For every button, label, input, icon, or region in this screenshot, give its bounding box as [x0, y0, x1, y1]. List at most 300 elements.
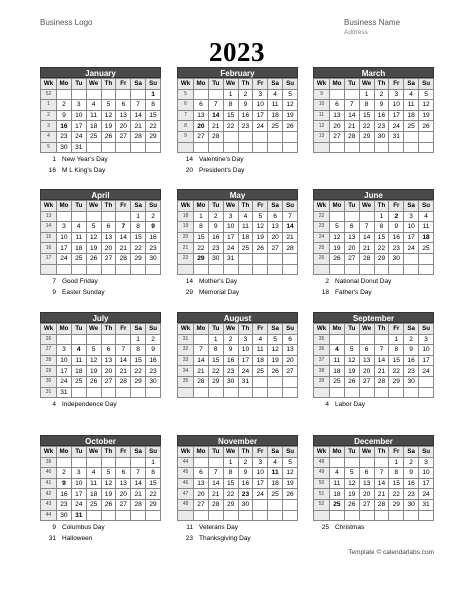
weekday-header: Fr — [253, 447, 268, 458]
day-cell: 5 — [283, 89, 298, 100]
month-table — [313, 446, 434, 521]
day-cell: 7 — [116, 222, 131, 233]
day-cell: 1 — [389, 334, 404, 345]
day-cell: 17 — [71, 489, 86, 500]
holiday-list — [42, 154, 172, 176]
day-cell: 18 — [86, 489, 101, 500]
week-number: 18 — [178, 211, 194, 222]
day-cell: 19 — [86, 243, 101, 254]
week-number: 15 — [41, 232, 57, 243]
weekday-header: Wk — [314, 324, 330, 335]
weekday-header: Th — [238, 201, 253, 212]
holiday-date: 14 — [185, 278, 193, 285]
day-cell: 2 — [238, 457, 253, 468]
day-cell — [419, 510, 434, 521]
day-cell: 8 — [223, 468, 238, 479]
day-cell — [283, 253, 298, 264]
day-cell — [57, 457, 72, 468]
holiday-item — [179, 154, 309, 165]
day-cell: 12 — [330, 232, 345, 243]
day-cell — [223, 131, 238, 142]
day-cell: 11 — [71, 232, 86, 243]
day-cell: 18 — [71, 243, 86, 254]
holiday-item — [179, 522, 309, 533]
day-cell: 8 — [194, 222, 209, 233]
week-row — [178, 142, 298, 153]
day-cell — [57, 211, 72, 222]
holiday-list — [42, 276, 172, 298]
week-row — [178, 243, 298, 254]
weekday-header: Sa — [404, 201, 419, 212]
week-row — [41, 355, 161, 366]
day-cell — [101, 264, 116, 275]
day-cell: 16 — [57, 121, 72, 132]
week-row — [41, 222, 161, 233]
weekday-header: Su — [283, 447, 298, 458]
day-cell: 14 — [374, 478, 389, 489]
day-cell: 10 — [253, 100, 268, 111]
day-cell — [330, 510, 345, 521]
day-cell: 11 — [330, 478, 345, 489]
day-cell — [344, 457, 359, 468]
day-cell: 31 — [57, 387, 72, 398]
holiday-item — [42, 399, 172, 410]
day-cell: 30 — [146, 376, 161, 387]
week-row — [178, 264, 298, 275]
weekday-header: We — [223, 79, 238, 90]
day-cell: 24 — [419, 489, 434, 500]
month-table — [313, 78, 434, 153]
day-cell — [146, 387, 161, 398]
day-cell: 4 — [330, 345, 345, 356]
weekday-header: Wk — [41, 324, 57, 335]
day-cell — [146, 510, 161, 521]
day-cell — [116, 211, 131, 222]
holiday-item — [315, 522, 445, 533]
day-cell — [131, 264, 146, 275]
holiday-name: Easter Sunday — [62, 289, 105, 296]
holiday-name: Good Friday — [62, 278, 98, 285]
day-cell: 5 — [101, 468, 116, 479]
day-cell: 20 — [101, 243, 116, 254]
month-table — [40, 78, 161, 153]
weekday-header: Sa — [131, 447, 146, 458]
day-cell: 29 — [359, 131, 374, 142]
week-number: 2 — [41, 110, 57, 121]
day-cell: 21 — [116, 366, 131, 377]
week-row — [314, 457, 434, 468]
day-cell: 11 — [71, 355, 86, 366]
day-cell — [101, 457, 116, 468]
week-row — [178, 489, 298, 500]
day-cell: 12 — [86, 232, 101, 243]
holiday-item — [42, 276, 172, 287]
week-number: 51 — [314, 489, 330, 500]
week-row — [41, 387, 161, 398]
day-cell: 26 — [253, 243, 268, 254]
month-title: May — [177, 189, 298, 200]
day-cell: 14 — [344, 110, 359, 121]
week-row — [314, 121, 434, 132]
weekday-header-row — [41, 324, 161, 335]
weekday-header: We — [86, 447, 101, 458]
day-cell — [208, 142, 223, 153]
day-cell — [268, 264, 283, 275]
day-cell: 20 — [116, 121, 131, 132]
week-row — [314, 489, 434, 500]
day-cell: 11 — [86, 110, 101, 121]
day-cell: 17 — [71, 121, 86, 132]
day-cell: 3 — [404, 211, 419, 222]
day-cell: 20 — [359, 489, 374, 500]
day-cell: 17 — [404, 232, 419, 243]
week-row — [178, 89, 298, 100]
day-cell: 6 — [330, 100, 345, 111]
day-cell: 10 — [419, 468, 434, 479]
week-number: 23 — [314, 222, 330, 233]
day-cell — [116, 457, 131, 468]
day-cell — [374, 457, 389, 468]
day-cell: 15 — [146, 478, 161, 489]
day-cell: 13 — [344, 232, 359, 243]
holiday-date: 16 — [48, 167, 56, 174]
day-cell: 22 — [146, 121, 161, 132]
day-cell: 14 — [374, 355, 389, 366]
weekday-header: Su — [419, 79, 434, 90]
day-cell — [86, 334, 101, 345]
week-row — [41, 478, 161, 489]
week-row — [41, 510, 161, 521]
day-cell — [253, 142, 268, 153]
day-cell — [344, 142, 359, 153]
month-august — [177, 312, 298, 398]
weekday-header: Tu — [344, 201, 359, 212]
day-cell — [359, 142, 374, 153]
day-cell: 18 — [404, 110, 419, 121]
week-number: 50 — [314, 478, 330, 489]
day-cell: 9 — [208, 222, 223, 233]
holiday-item — [42, 522, 172, 533]
weekday-header: Mo — [194, 447, 209, 458]
month-table — [177, 446, 298, 521]
day-cell: 17 — [223, 232, 238, 243]
weekday-header: Th — [374, 324, 389, 335]
day-cell: 7 — [374, 345, 389, 356]
day-cell: 19 — [253, 232, 268, 243]
week-row — [178, 131, 298, 142]
day-cell: 1 — [223, 457, 238, 468]
weekday-header: Mo — [57, 201, 72, 212]
weekday-header: Fr — [389, 201, 404, 212]
weekday-header: We — [86, 201, 101, 212]
day-cell: 1 — [146, 89, 161, 100]
day-cell — [330, 211, 345, 222]
week-number: 5 — [41, 142, 57, 153]
day-cell — [131, 457, 146, 468]
day-cell — [101, 510, 116, 521]
day-cell: 2 — [389, 211, 404, 222]
day-cell — [86, 387, 101, 398]
week-number: 48 — [178, 499, 194, 510]
day-cell: 15 — [194, 232, 209, 243]
day-cell: 26 — [101, 131, 116, 142]
day-cell: 23 — [389, 243, 404, 254]
week-number: 10 — [314, 100, 330, 111]
day-cell: 23 — [374, 121, 389, 132]
weekday-header: Th — [374, 447, 389, 458]
day-cell: 1 — [131, 211, 146, 222]
week-row — [41, 264, 161, 275]
weekday-header: Fr — [116, 201, 131, 212]
day-cell: 16 — [208, 232, 223, 243]
day-cell: 1 — [359, 89, 374, 100]
day-cell: 24 — [71, 131, 86, 142]
day-cell: 9 — [404, 468, 419, 479]
day-cell — [86, 510, 101, 521]
holiday-list — [42, 399, 172, 410]
day-cell — [238, 142, 253, 153]
day-cell: 30 — [208, 253, 223, 264]
day-cell: 12 — [344, 355, 359, 366]
day-cell: 18 — [268, 110, 283, 121]
day-cell — [283, 142, 298, 153]
weekday-header: Su — [146, 324, 161, 335]
day-cell — [344, 89, 359, 100]
day-cell: 25 — [71, 376, 86, 387]
week-row — [314, 499, 434, 510]
day-cell: 28 — [359, 253, 374, 264]
weekday-header: We — [223, 447, 238, 458]
month-table — [177, 323, 298, 398]
day-cell: 23 — [238, 489, 253, 500]
day-cell: 31 — [223, 253, 238, 264]
day-cell — [419, 131, 434, 142]
month-table — [40, 200, 161, 275]
day-cell: 8 — [223, 100, 238, 111]
day-cell: 14 — [208, 110, 223, 121]
day-cell: 18 — [71, 366, 86, 377]
day-cell — [223, 510, 238, 521]
weekday-header: Mo — [57, 324, 72, 335]
day-cell: 9 — [146, 345, 161, 356]
week-number: 32 — [178, 345, 194, 356]
holiday-date: 4 — [52, 401, 56, 408]
day-cell — [253, 253, 268, 264]
weekday-header: Fr — [116, 324, 131, 335]
holiday-date: 11 — [186, 524, 193, 531]
day-cell — [116, 142, 131, 153]
day-cell: 26 — [268, 366, 283, 377]
day-cell: 27 — [359, 376, 374, 387]
week-number: 41 — [41, 478, 57, 489]
week-row — [178, 366, 298, 377]
day-cell — [116, 387, 131, 398]
month-table — [177, 78, 298, 153]
week-number: 13 — [314, 131, 330, 142]
day-cell: 19 — [344, 366, 359, 377]
weekday-header: Mo — [330, 201, 345, 212]
weekday-header-row — [41, 201, 161, 212]
day-cell — [71, 89, 86, 100]
day-cell: 31 — [71, 510, 86, 521]
day-cell: 16 — [146, 232, 161, 243]
weekday-header: Tu — [208, 324, 223, 335]
day-cell: 21 — [374, 366, 389, 377]
day-cell — [330, 89, 345, 100]
week-number: 52 — [314, 499, 330, 510]
weekday-header: Wk — [41, 447, 57, 458]
week-row — [41, 121, 161, 132]
day-cell: 30 — [57, 142, 72, 153]
week-number: 17 — [41, 253, 57, 264]
day-cell — [238, 131, 253, 142]
weekday-header: Tu — [344, 447, 359, 458]
day-cell — [344, 510, 359, 521]
day-cell: 23 — [223, 366, 238, 377]
month-september — [313, 312, 434, 398]
week-row — [178, 355, 298, 366]
weekday-header: Sa — [131, 324, 146, 335]
day-cell — [86, 142, 101, 153]
weekday-header: Mo — [57, 447, 72, 458]
day-cell: 24 — [71, 499, 86, 510]
day-cell: 5 — [330, 222, 345, 233]
day-cell: 4 — [86, 100, 101, 111]
day-cell — [208, 264, 223, 275]
week-row — [178, 499, 298, 510]
day-cell: 3 — [253, 457, 268, 468]
day-cell: 26 — [283, 489, 298, 500]
month-july — [40, 312, 161, 398]
day-cell: 3 — [389, 89, 404, 100]
day-cell: 27 — [344, 253, 359, 264]
day-cell — [131, 387, 146, 398]
day-cell: 2 — [374, 89, 389, 100]
week-number: 26 — [314, 253, 330, 264]
day-cell: 29 — [146, 499, 161, 510]
weekday-header: Sa — [131, 79, 146, 90]
day-cell: 10 — [419, 345, 434, 356]
day-cell — [194, 89, 209, 100]
day-cell: 3 — [223, 211, 238, 222]
weekday-header: Mo — [194, 324, 209, 335]
day-cell: 22 — [389, 489, 404, 500]
day-cell — [404, 387, 419, 398]
week-number: 31 — [178, 334, 194, 345]
day-cell — [419, 142, 434, 153]
month-title: March — [313, 67, 434, 78]
day-cell: 26 — [86, 253, 101, 264]
day-cell — [238, 253, 253, 264]
day-cell: 28 — [116, 376, 131, 387]
day-cell: 17 — [57, 366, 72, 377]
day-cell: 23 — [404, 489, 419, 500]
day-cell: 2 — [57, 468, 72, 479]
week-row — [41, 110, 161, 121]
day-cell: 13 — [359, 355, 374, 366]
day-cell — [268, 510, 283, 521]
day-cell: 8 — [146, 468, 161, 479]
holiday-name: Veterans Day — [199, 524, 239, 531]
day-cell — [253, 387, 268, 398]
holiday-name: Memorial Day — [199, 289, 240, 296]
day-cell: 22 — [223, 121, 238, 132]
business-info — [344, 18, 400, 36]
week-number: 40 — [41, 468, 57, 479]
day-cell: 16 — [374, 110, 389, 121]
day-cell: 19 — [268, 355, 283, 366]
day-cell: 15 — [131, 232, 146, 243]
day-cell: 9 — [57, 478, 72, 489]
weekday-header: Fr — [116, 447, 131, 458]
day-cell: 10 — [253, 468, 268, 479]
week-row — [41, 489, 161, 500]
day-cell — [116, 264, 131, 275]
week-number: 9 — [314, 89, 330, 100]
day-cell: 30 — [238, 499, 253, 510]
day-cell: 27 — [116, 499, 131, 510]
week-number: 11 — [314, 110, 330, 121]
week-number: 47 — [178, 489, 194, 500]
day-cell: 22 — [374, 243, 389, 254]
week-row — [314, 468, 434, 479]
holiday-date: 9 — [52, 289, 56, 296]
day-cell: 13 — [283, 345, 298, 356]
holiday-date: 14 — [185, 156, 193, 163]
day-cell: 3 — [71, 100, 86, 111]
week-row — [178, 211, 298, 222]
weekday-header: Sa — [268, 201, 283, 212]
weekday-header: Su — [283, 79, 298, 90]
day-cell — [404, 131, 419, 142]
day-cell: 27 — [194, 131, 209, 142]
month-table — [313, 200, 434, 275]
day-cell: 28 — [283, 243, 298, 254]
holiday-date: 20 — [185, 167, 193, 174]
weekday-header: Th — [101, 201, 116, 212]
day-cell — [253, 499, 268, 510]
day-cell: 25 — [330, 499, 345, 510]
week-row — [41, 89, 161, 100]
day-cell: 17 — [419, 355, 434, 366]
day-cell: 13 — [330, 110, 345, 121]
month-title: July — [40, 312, 161, 323]
week-number: 22 — [178, 253, 194, 264]
day-cell: 13 — [116, 110, 131, 121]
week-row — [41, 232, 161, 243]
day-cell: 22 — [208, 366, 223, 377]
day-cell: 15 — [359, 110, 374, 121]
weekday-header: Mo — [194, 201, 209, 212]
day-cell: 26 — [344, 499, 359, 510]
day-cell: 14 — [359, 232, 374, 243]
day-cell — [57, 89, 72, 100]
week-number: 30 — [41, 376, 57, 387]
day-cell: 24 — [57, 376, 72, 387]
week-number: 6 — [178, 100, 194, 111]
day-cell: 16 — [389, 232, 404, 243]
week-row — [314, 334, 434, 345]
day-cell — [374, 142, 389, 153]
day-cell: 2 — [208, 211, 223, 222]
business-address: Address — [344, 29, 368, 36]
holiday-item — [42, 287, 172, 298]
holiday-list — [315, 399, 445, 410]
week-number — [178, 510, 194, 521]
day-cell: 18 — [419, 232, 434, 243]
day-cell: 3 — [419, 457, 434, 468]
day-cell: 27 — [359, 499, 374, 510]
